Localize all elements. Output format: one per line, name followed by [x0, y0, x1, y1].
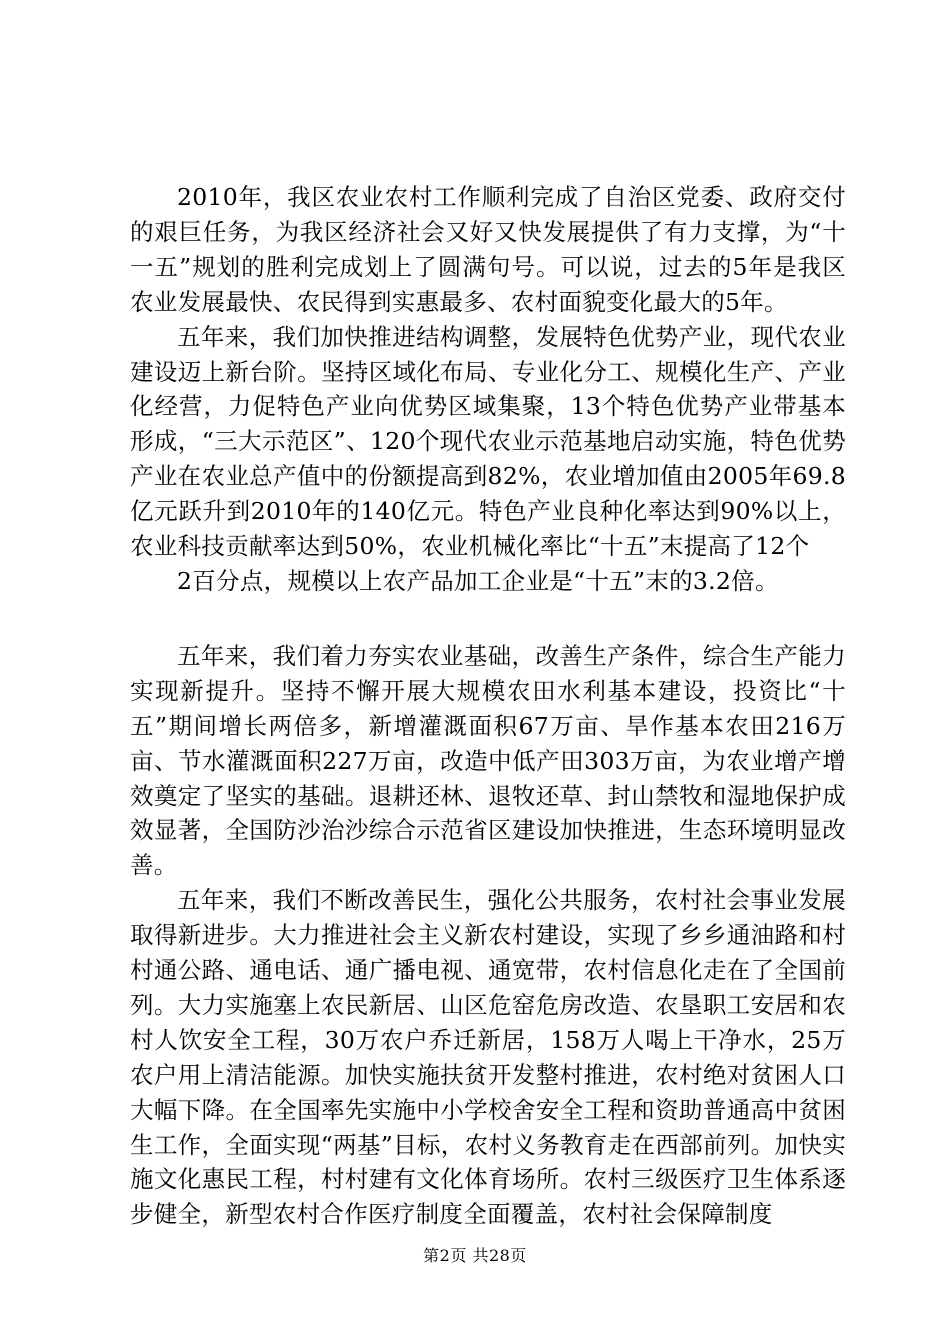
paragraph-percentage-continuation: 2百分点，规模以上农产品加工企业是“十五”末的3.2倍。: [177, 566, 779, 595]
paragraph-summary-2010: 2010年，我区农业农村工作顺利完成了自治区党委、政府交付的艰巨任务，为我区经济社会又好又快发展提供了有力支撑，为“十一五”规划的胜利完成划上了圆满句号。可以说，过去的5年是我区农业发展最快、农民得到实惠最多、农村面貌变化最大的5年。: [130, 183, 846, 316]
document-body: [130, 180, 846, 1232]
page-footer: [0, 1246, 950, 1266]
paragraph-livelihood-services: 五年来，我们不断改善民生，强化公共服务，农村社会事业发展取得新进步。大力推进社会主义新农村建设，实现了乡乡通油路和村村通公路、通电话、通广播电视、通宽带，农村信息化走在了全国前列。大力实施塞上农民新居、山区危窑危房改造、农垦职工安居和农村人饮安全工程，30万农户乔迁新居，158万人喝上干净水，25万农户用上清洁能源。加快实施扶贫开发整村推进，农村绝对贫困人口大幅下降。在全国率先实施中小学校舍安全工程和资助普通高中贫困生工作，全面实现“两基”目标，农村义务教育走在西部前列。加快实施文化惠民工程，村村建有文化体育场所。农村三级医疗卫生体系逐步健全，新型农村合作医疗制度全面覆盖，农村社会保障制度: [130, 886, 846, 1229]
paragraph-gap: [130, 599, 846, 639]
paragraph-structure-adjustment: 五年来，我们加快推进结构调整，发展特色优势产业，现代农业建设迈上新台阶。坚持区域化布局、专业化分工、规模化生产、产业化经营，力促特色产业向优势区域集聚，13个特色优势产业带基本形成，“三大示范区”、120个现代农业示范基地启动实施，特色优势产业在农业总产值中的份额提高到82%，农业增加值由2005年69.8亿元跃升到2010年的140亿元。特色产业良种化率达到90%以上，农业科技贡献率达到50%，农业机械化率比“十五”末提高了12个: [130, 322, 846, 561]
page-number-label: 第2页 共28页: [423, 1246, 527, 1265]
paragraph-agricultural-foundation: 五年来，我们着力夯实农业基础，改善生产条件，综合生产能力实现新提升。坚持不懈开展大规模农田水利基本建设，投资比“十五”期间增长两倍多，新增灌溉面积67万亩、旱作基本农田216万亩、节水灌溉面积227万亩，改造中低产田303万亩，为农业增产增效奠定了坚实的基础。退耕还林、退牧还草、封山禁牧和湿地保护成效显著，全国防沙治沙综合示范省区建设加快推进，生态环境明显改善。: [130, 641, 846, 880]
